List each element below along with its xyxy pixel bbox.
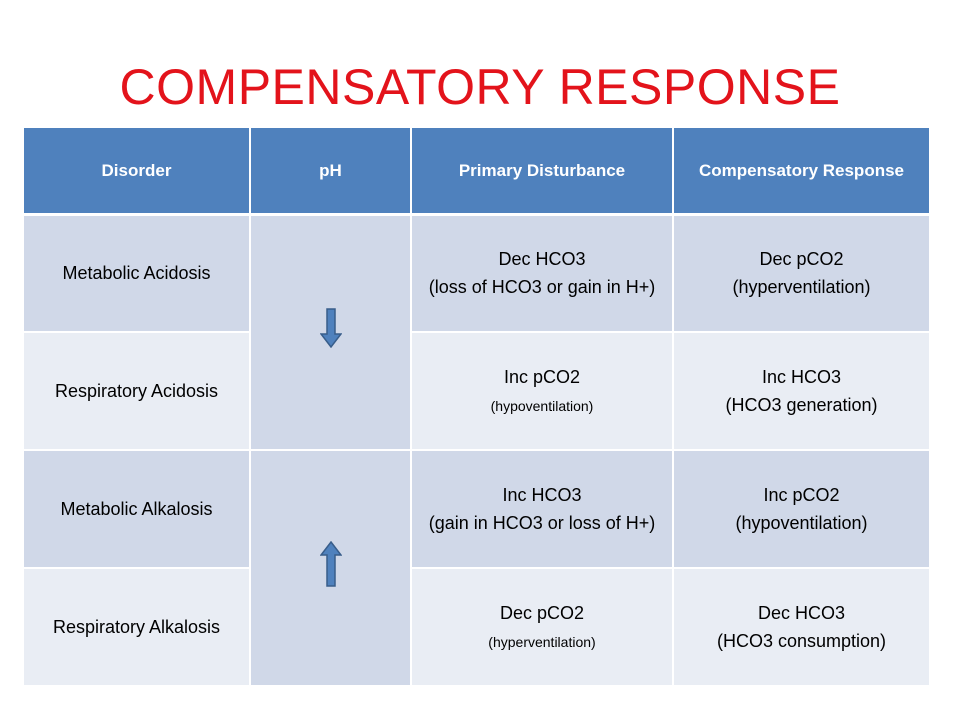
disorder-cell: Respiratory Acidosis xyxy=(24,332,250,450)
primary-main: Inc pCO2 xyxy=(503,367,581,387)
compensatory-response-cell xyxy=(673,332,929,450)
ph-cell-acidosis xyxy=(250,214,411,450)
primary-detail: (hypoventilation) xyxy=(490,398,594,414)
table-row xyxy=(24,214,929,332)
table-header-row xyxy=(24,128,929,214)
compensatory-detail: (HCO3 consumption) xyxy=(716,631,887,651)
primary-detail: (hyperventilation) xyxy=(488,634,596,650)
compensatory-response-cell xyxy=(673,214,929,332)
header-compensatory-response: Compensatory Response xyxy=(673,128,929,214)
primary-main: Dec pCO2 xyxy=(499,603,585,623)
table-row xyxy=(24,332,929,450)
primary-disturbance-cell xyxy=(411,450,673,568)
primary-detail: (gain in HCO3 or loss of H+) xyxy=(428,513,656,533)
header-primary-disturbance: Primary Disturbance xyxy=(411,128,673,214)
disorder-cell: Respiratory Alkalosis xyxy=(24,568,250,686)
header-disorder: Disorder xyxy=(24,128,250,214)
compensatory-detail: (hyperventilation) xyxy=(732,277,871,298)
table-row xyxy=(24,568,929,686)
primary-disturbance-cell xyxy=(411,332,673,450)
compensatory-response-cell xyxy=(673,568,929,686)
primary-main: Dec HCO3 xyxy=(498,249,586,270)
primary-main: Inc HCO3 xyxy=(502,485,582,505)
disorder-cell: Metabolic Alkalosis xyxy=(24,450,250,568)
primary-disturbance-cell xyxy=(411,214,673,332)
arrow-up-icon xyxy=(320,541,342,587)
compensatory-response-table xyxy=(24,128,929,687)
slide-title: COMPENSATORY RESPONSE xyxy=(119,59,841,115)
disorder-cell: Metabolic Acidosis xyxy=(24,214,250,332)
compensatory-detail: (hypoventilation) xyxy=(735,513,868,533)
compensatory-main: Dec pCO2 xyxy=(759,249,844,270)
compensatory-main: Inc pCO2 xyxy=(763,485,840,505)
table-row xyxy=(24,450,929,568)
ph-cell-alkalosis xyxy=(250,450,411,686)
header-ph: pH xyxy=(250,128,411,214)
compensatory-response-cell xyxy=(673,450,929,568)
compensatory-main: Dec HCO3 xyxy=(757,603,846,623)
compensatory-main: Inc HCO3 xyxy=(761,367,842,387)
arrow-down-icon xyxy=(320,308,342,348)
primary-disturbance-cell xyxy=(411,568,673,686)
compensatory-detail: (HCO3 generation) xyxy=(725,395,878,415)
primary-detail: (loss of HCO3 or gain in H+) xyxy=(428,277,656,298)
